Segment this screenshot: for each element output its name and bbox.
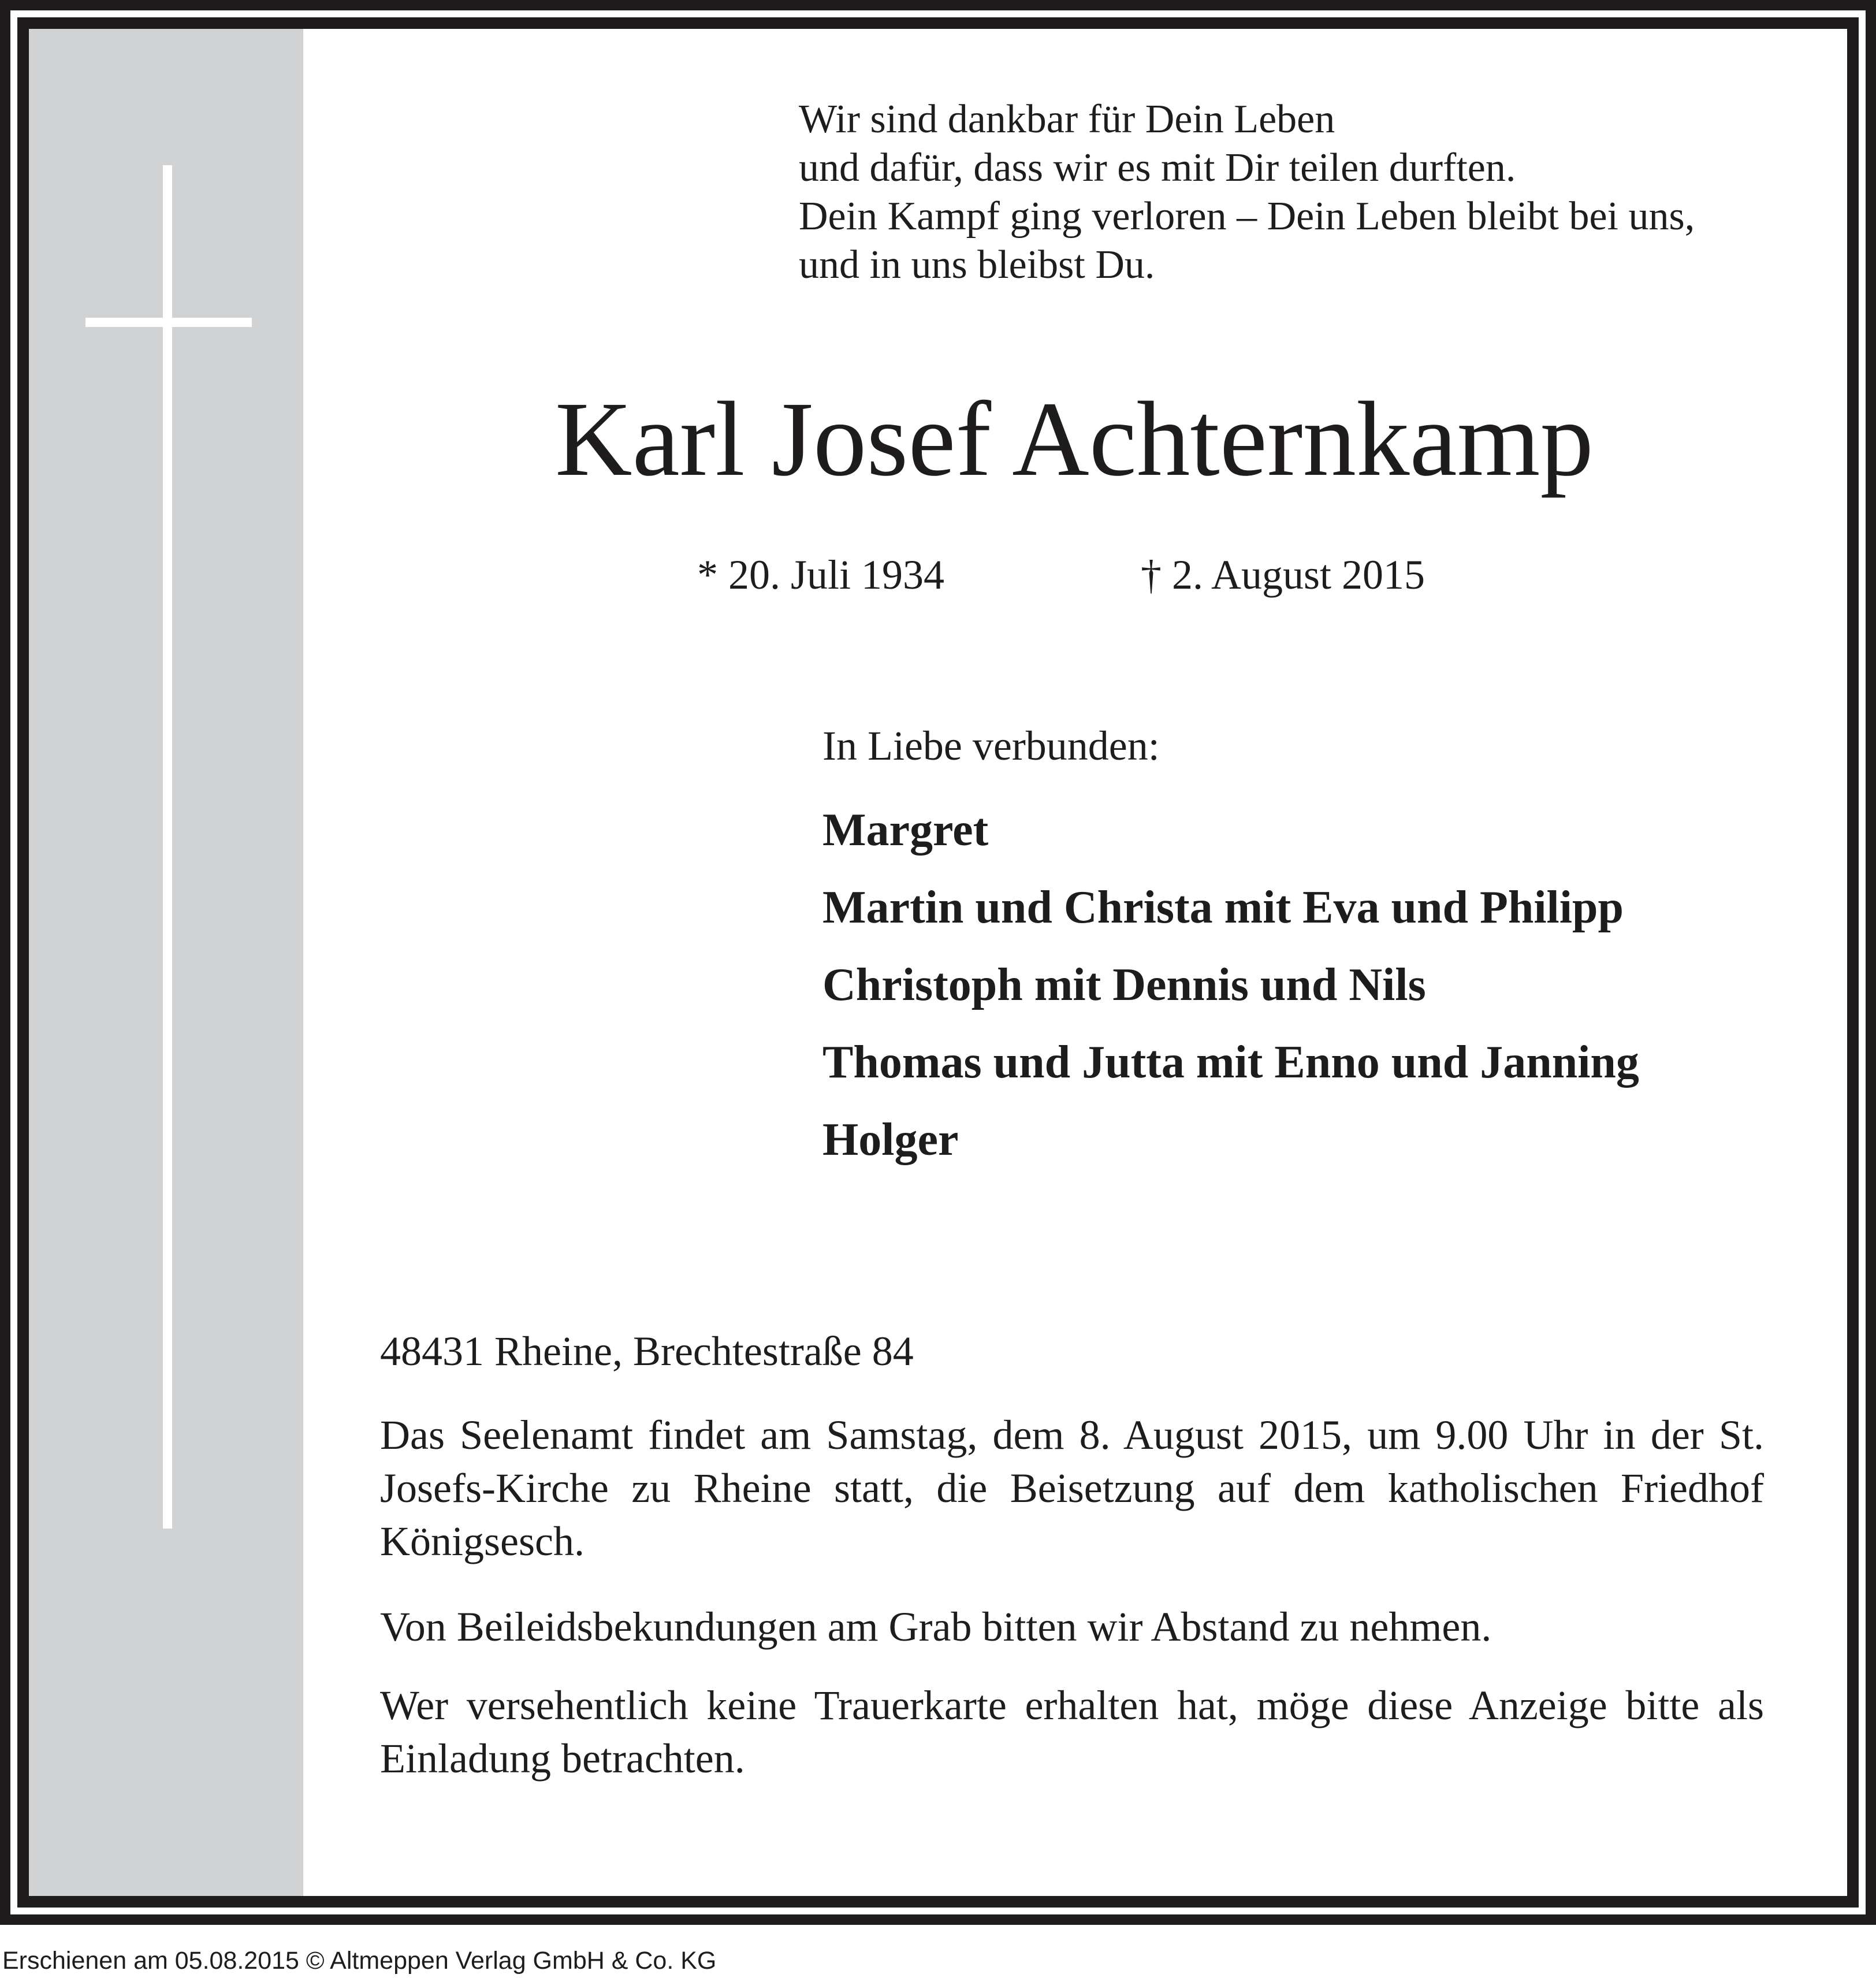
poem-line: Wir sind dankbar für Dein Leben: [799, 97, 1335, 142]
poem-line: Dein Kampf ging verloren – Dein Leben bleibt bei uns,: [799, 194, 1695, 239]
invitation-paragraph: Wer versehentlich keine Trauerkarte erhalten hat, möge diese Anzeige bitte als Einladung betrachten.: [380, 1682, 1764, 1782]
deceased-name: Karl Josef Achternkamp: [554, 380, 1594, 499]
death-date: † 2. August 2015: [1141, 552, 1425, 598]
condolences-paragraph: Von Beileidsbekundungen am Grab bitten wir Abstand zu nehmen.: [380, 1604, 1492, 1650]
publication-footer: Erschienen am 05.08.2015 © Altmeppen Verlag GmbH & Co. KG: [2, 1947, 717, 1975]
family-member: Margret: [822, 805, 989, 856]
family-member: Thomas und Jutta mit Enno und Janning: [822, 1037, 1639, 1088]
cross-icon-horizontal-bar: [85, 318, 252, 327]
cross-icon-vertical-bar: [163, 165, 172, 1529]
family-member: Christoph mit Dennis und Nils: [822, 960, 1426, 1010]
family-address: 48431 Rheine, Brechtestraße 84: [380, 1328, 914, 1374]
memorial-poem: [799, 95, 1695, 289]
family-member: Holger: [822, 1114, 959, 1165]
poem-line: und in uns bleibst Du.: [799, 243, 1155, 287]
family-intro: In Liebe verbunden:: [822, 723, 1160, 769]
service-paragraph: Das Seelenamt findet am Samstag, dem 8. August 2015, um 9.00 Uhr in der St. Josefs-Kirche zu Rheine statt, die Beisetzung auf dem katholischen Friedhof Königsesch.: [380, 1412, 1764, 1564]
grey-sidebar: [29, 29, 303, 1896]
poem-line: und dafür, dass wir es mit Dir teilen durften.: [799, 146, 1516, 190]
birth-date: * 20. Juli 1934: [697, 552, 945, 598]
obituary-card: [29, 29, 1847, 1896]
family-member: Martin und Christa mit Eva und Philipp: [822, 882, 1624, 933]
family-members-list: [822, 791, 1639, 1178]
